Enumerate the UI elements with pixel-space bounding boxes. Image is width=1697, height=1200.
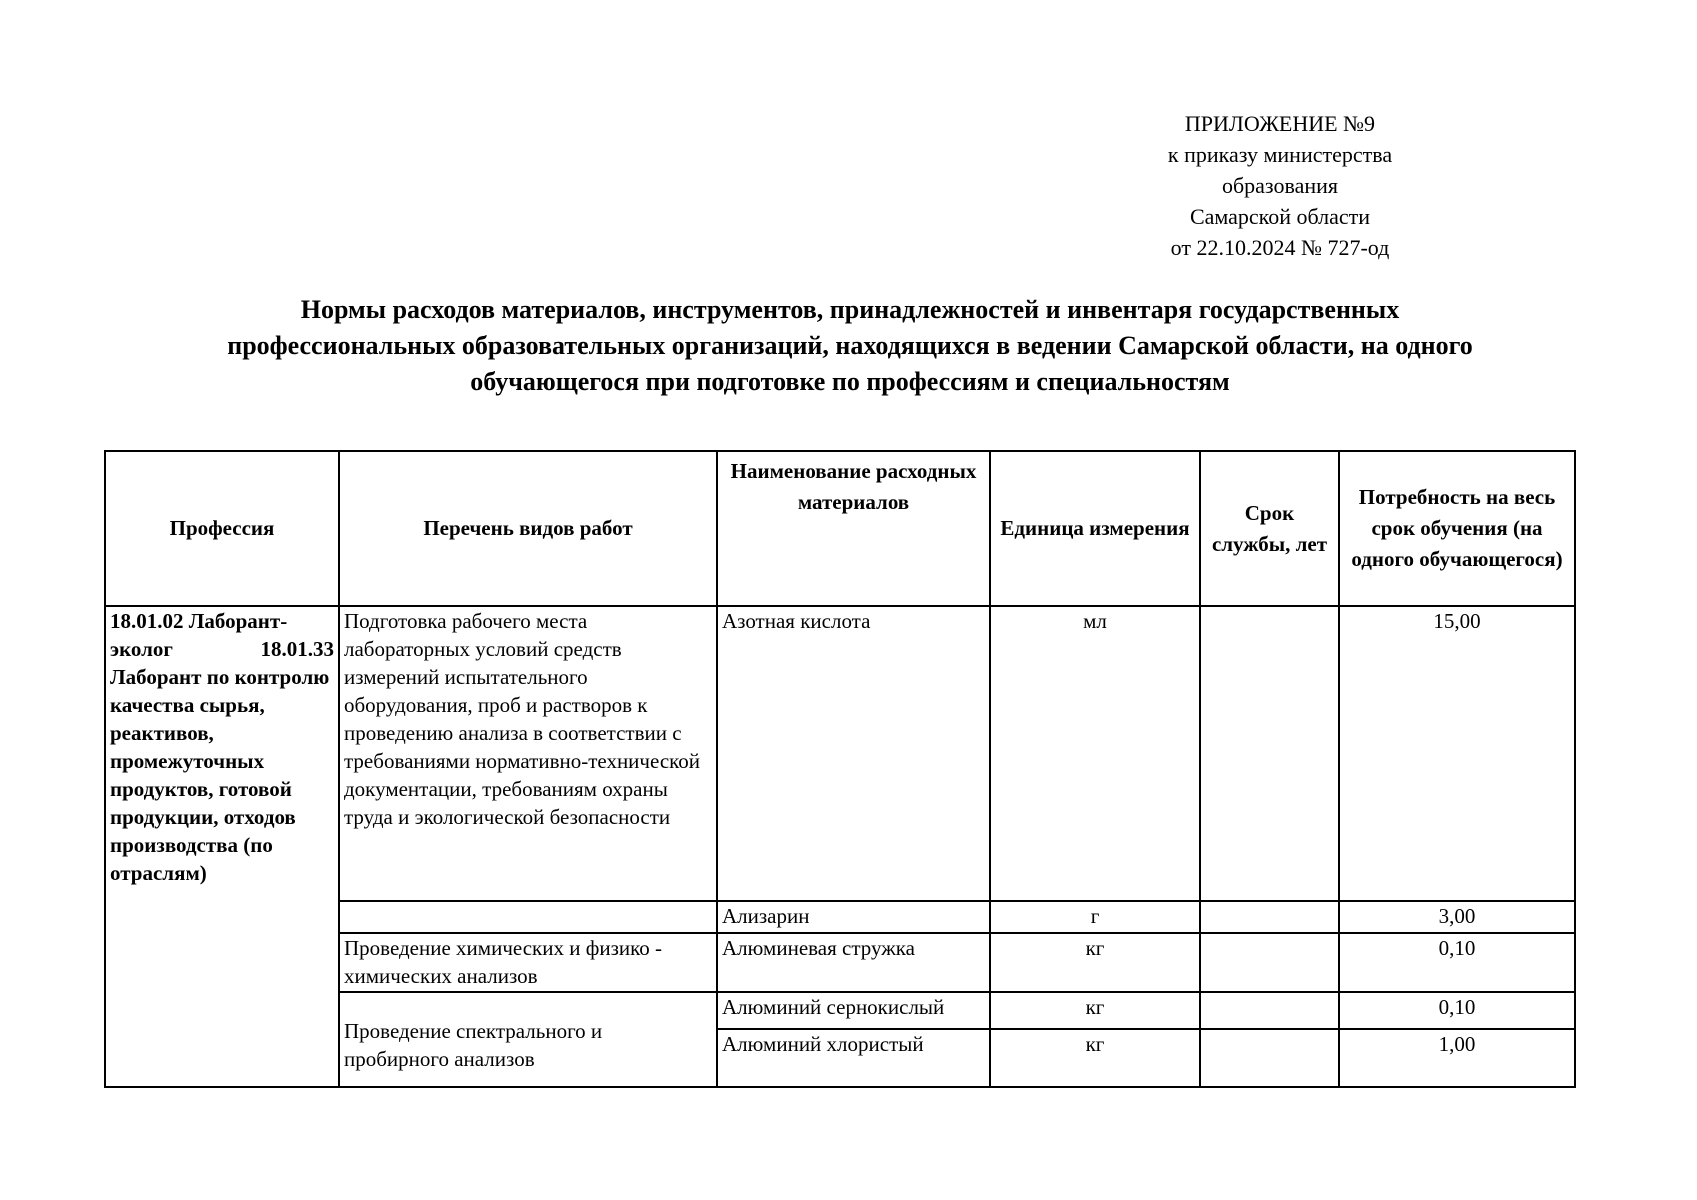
material-cell: Алюминевая стружка [717,933,990,992]
material-cell: Ализарин [717,901,990,933]
work-type-cell: Подготовка рабочего места лабораторных условий средств измерений испытательного оборудования, проб и растворов к проведению анализа в соответствии с требованиями нормативно-технической документации, требованиям охраны труда и экологической безопасности [339,606,717,901]
title-line: Нормы расходов материалов, инструментов, принадлежностей и инвентаря государственных [300,295,1400,324]
service-life-cell [1200,933,1339,992]
appendix-date-number: от 22.10.2024 № 727-од [1170,235,1390,260]
unit-cell: кг [990,933,1200,992]
table-row [105,606,1575,901]
material-cell: Алюминий хлористый [717,1029,990,1087]
appendix-number: ПРИЛОЖЕНИЕ №9 [1184,111,1376,136]
header-unit: Единица измерения [990,451,1200,606]
service-life-cell [1200,992,1339,1029]
profession-name: Лаборант по контролю качества сырья, реактивов, промежуточных продуктов, готовой продукции, отходов производства (по отраслям) [110,665,330,885]
profession-code-part: эколог [110,637,173,661]
profession-line: 18.01.02 Лаборант- [110,609,288,633]
service-life-cell [1200,1029,1339,1087]
header-profession: Профессия [105,451,339,606]
need-cell: 1,00 [1339,1029,1575,1087]
appendix-header [1100,108,1460,263]
material-cell: Азотная кислота [717,606,990,901]
norms-table [104,450,1576,1088]
header-row [105,451,1575,606]
appendix-ministry: образования [1221,173,1339,198]
header-materials: Наименование расходных материалов [717,451,990,606]
service-life-cell [1200,901,1339,933]
material-cell: Алюминий сернокислый [717,992,990,1029]
unit-cell: г [990,901,1200,933]
need-cell: 15,00 [1339,606,1575,901]
work-type-cell: Проведение спектрального и пробирного анализов [339,992,717,1087]
header-need: Потребность на весь срок обучения (на одного обучающегося) [1339,451,1575,606]
need-cell: 0,10 [1339,992,1575,1029]
unit-cell: мл [990,606,1200,901]
profession-cell [105,606,339,1087]
work-type-cell: Проведение химических и физико - химических анализов [339,933,717,992]
work-type-cell [339,901,717,933]
title-line: обучающегося при подготовке по профессиям и специальностям [470,367,1230,396]
profession-line [110,635,334,663]
need-cell: 0,10 [1339,933,1575,992]
appendix-order-ref: к приказу министерства [1167,142,1393,167]
service-life-cell [1200,606,1339,901]
unit-cell: кг [990,992,1200,1029]
appendix-region: Самарской области [1189,204,1371,229]
title-line: профессиональных образовательных организаций, находящихся в ведении Самарской области, на одного [227,331,1473,360]
need-cell: 3,00 [1339,901,1575,933]
header-works: Перечень видов работ [339,451,717,606]
header-service-life: Срок службы, лет [1200,451,1339,606]
unit-cell: кг [990,1029,1200,1087]
document-title [120,292,1580,400]
profession-code-part: 18.01.33 [260,637,334,661]
